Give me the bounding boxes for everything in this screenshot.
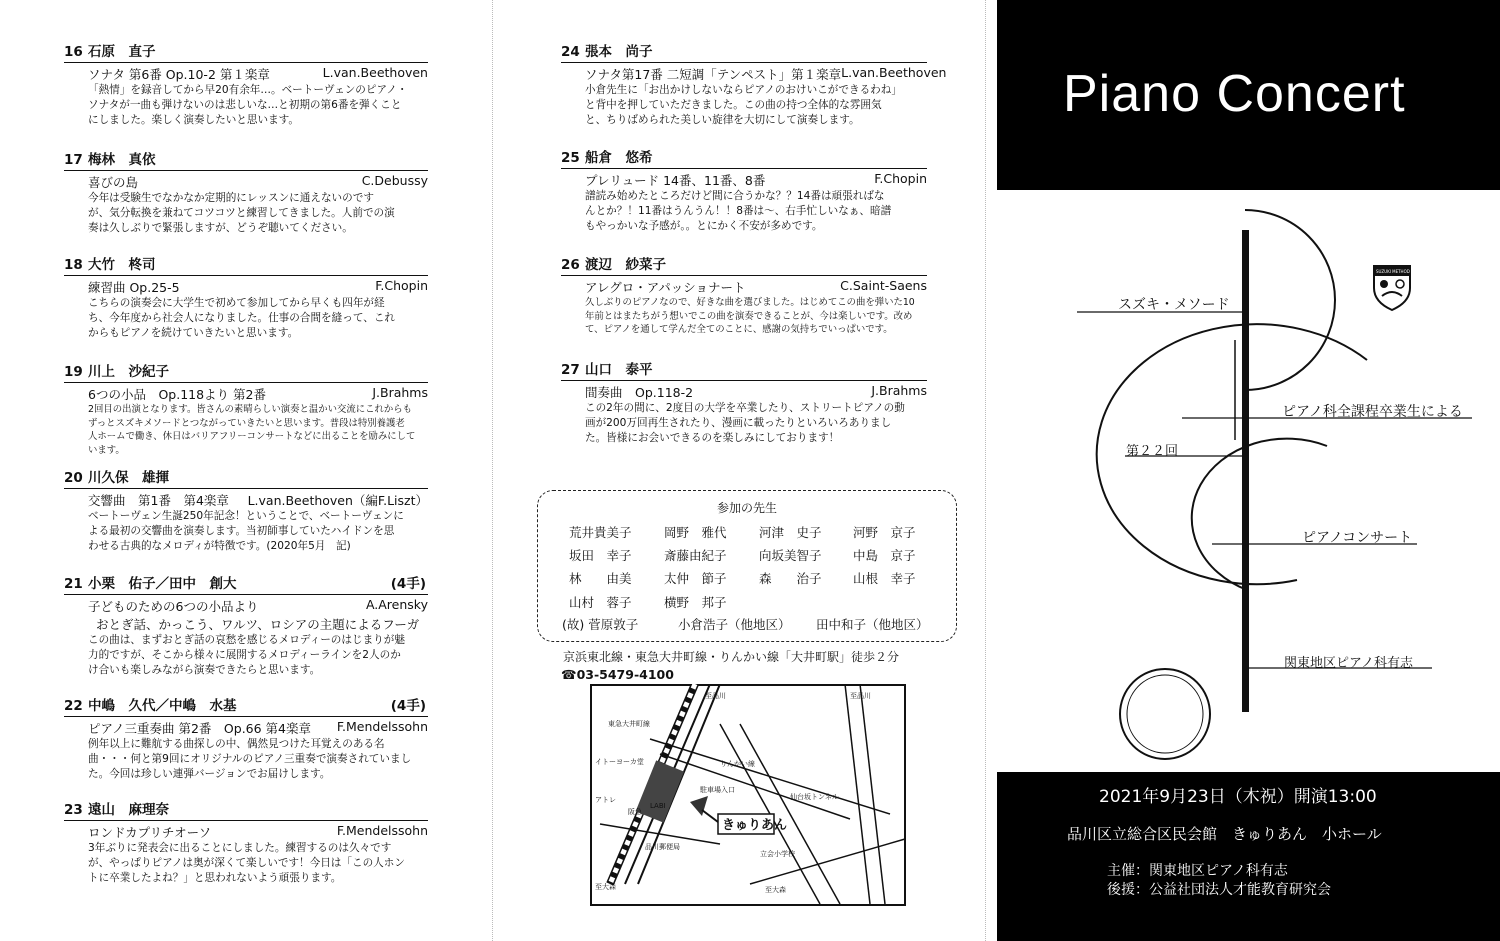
comment-line: 曲・・・何と第9回にオリジナルのピアノ三重奏で演奏されていまし (88, 753, 412, 765)
piece-title: 喜びの島 (88, 175, 139, 190)
performer-entry-21 (64, 572, 428, 678)
performer-entry-23 (64, 798, 428, 886)
edition-label: 第２２回 (1126, 444, 1179, 459)
clef-graphic (997, 190, 1500, 772)
svg-text:品川郵便局: 品川郵便局 (645, 843, 680, 851)
teacher-name: 斎藤由紀子 (664, 548, 727, 563)
piece-title: 練習曲 Op.25-5 (88, 280, 180, 295)
composer: A.Arensky (365, 597, 428, 612)
performer-name: 遠山 麻理奈 (88, 802, 169, 818)
comment-line: 2回目の出演となります。皆さんの素晴らしい演奏と温かい交流にこれからも (88, 404, 412, 415)
piece-row (88, 276, 428, 296)
teacher-name: 山村 蓉子 (569, 595, 632, 610)
teacher-name: 太仲 節子 (664, 571, 727, 586)
comment-line: わせる古典的なメロディが特徴です。(2020年5月 記) (88, 540, 351, 552)
composer: F.Chopin (874, 171, 927, 186)
access-info: 京浜東北線・東急大井町線・りんかい線「大井町駅」徒歩２分 (563, 650, 900, 664)
performer-number: 24 (561, 44, 580, 60)
performer-name: 川久保 雄揮 (88, 470, 169, 486)
performer-number: 19 (64, 364, 83, 380)
performer-name: 小栗 佑子／田中 創大 (88, 576, 237, 592)
composer: L.van.Beethoven（編F.Liszt） (247, 493, 428, 508)
piece-row (585, 276, 927, 296)
access-map (590, 684, 906, 906)
four-hands-tag: (4手) (390, 698, 426, 714)
event-venue: 品川区立総合区民会館 きゅりあん 小ホール (1067, 825, 1382, 843)
teacher-name: 林 由美 (569, 571, 632, 586)
title-band (997, 0, 1500, 190)
comment-line: この2年の間に、2度目の大学を卒業したり、ストリートピアノの動 (585, 402, 905, 414)
teacher-name: 森 治子 (759, 571, 822, 586)
svg-text:至品川: 至品川 (850, 692, 871, 700)
suzuki-method-label: スズキ・メソード (1118, 297, 1230, 313)
composer: J.Brahms (871, 383, 927, 398)
performer-heading (64, 798, 428, 821)
teacher-name: 山根 幸子 (853, 571, 916, 586)
svg-text:立会小学校: 立会小学校 (760, 850, 795, 858)
comment-line: ソナタが一曲も弾けないのは悲しいな…と初期の第6番を弾くこと (88, 99, 402, 111)
concert-label: ピアノコンサート (1302, 530, 1413, 546)
svg-text:至大森: 至大森 (765, 886, 786, 894)
performer-heading (64, 694, 428, 717)
comment-line: て、ピアノを通して学んだ全てのことに、感謝の気持ちでいっぱいです。 (585, 324, 893, 335)
comment-line: トに卒業したよね？」と思われないよう頑張ります。 (88, 872, 342, 884)
comment-line: 例年以上に難航する曲探しの中、偶然見つけた耳覚えのある名 (88, 738, 385, 750)
performer-number: 23 (64, 802, 83, 818)
comment-line: が、やっぱりピアノは奥が深くて楽しいです！今日は「この人ホン (88, 857, 405, 869)
comment-line: 久しぶりのピアノなので、好きな曲を選びました。はじめてこの曲を弾いた10 (585, 297, 915, 308)
comment-line: 人ホームで働き、休日はバリアフリーコンサートなどに出ることを励みにして (88, 431, 416, 442)
composer: C.Saint-Saens (840, 278, 927, 293)
performer-heading (64, 148, 428, 171)
performer-entry-22 (64, 694, 428, 782)
performer-name: 石原 直子 (88, 44, 156, 60)
piece-row (88, 595, 428, 615)
comment-line: 「熱情」を録音してから早20有余年…。ベートーヴェンのピアノ・ (88, 84, 408, 96)
performer-heading (64, 360, 428, 383)
comment-line: ずっとスズキメソードとつながっていきたいと思います。普段は特別養護老 (88, 417, 405, 429)
piece-row (585, 63, 947, 83)
performer-name: 大竹 柊司 (88, 257, 156, 273)
teachers-title: 参加の先生 (716, 501, 777, 515)
piece-title: ソナタ第17番 二短調「テンペスト」第１楽章 (585, 67, 842, 82)
performer-entry-17 (64, 148, 428, 236)
performer-heading (561, 146, 927, 169)
comment-line: 奏は久しぶりで緊張しますが、どうぞ聴いてください。 (88, 222, 353, 234)
comment-line: が、気分転換を兼ねてコツコツと練習してきました。人前での演 (88, 207, 395, 219)
performer-name: 船倉 悠希 (585, 150, 653, 166)
svg-text:LABI: LABI (650, 802, 666, 810)
svg-text:アトレ: アトレ (595, 796, 616, 804)
comment-line: こちらの演奏会に大学生で初めて参加してから早くも四年が経 (88, 297, 385, 309)
piece-row (88, 717, 428, 737)
performer-name: 川上 沙紀子 (88, 364, 169, 380)
teacher-name: 向坂美智子 (759, 548, 822, 563)
comment-line: この曲は、まずおとぎ話の哀愁を感じるメロディーのはじまりが魅 (88, 634, 405, 646)
piece-title: ロンドカプリチオーソ (88, 825, 212, 840)
teacher-name: 横野 邦子 (664, 595, 727, 610)
piece-row (88, 63, 428, 83)
teacher-name-note: 小倉浩子（他地区） (678, 617, 791, 632)
svg-text:仙台坂トンネル: 仙台坂トンネル (790, 793, 839, 801)
composer: L.van.Beethoven (322, 65, 428, 80)
performer-entry-24 (561, 40, 947, 128)
comment-line: 今年は受験生でなかなか定期的にレッスンに通えないのです (88, 192, 374, 204)
piece-row (88, 171, 428, 191)
comment-line: からもピアノを続けていきたいと思います。 (88, 327, 299, 339)
comment-line: います。 (88, 444, 125, 456)
performer-entry-20 (64, 466, 428, 554)
composer: C.Debussy (361, 173, 428, 188)
comment-line: 譜読み始めたところだけど間に合うかな？？14番は頑張ればな (585, 190, 885, 202)
logo-text: SUZUKI METHOD (1376, 269, 1410, 274)
four-hands-tag: (4手) (390, 576, 426, 592)
event-info-band (997, 772, 1500, 941)
svg-text:至大森: 至大森 (595, 883, 616, 891)
composer: L.van.Beethoven (841, 65, 947, 80)
performer-heading (561, 253, 927, 276)
performer-number: 20 (64, 470, 83, 486)
comment-line: け合いも楽しみながら演奏できたらと思います。 (88, 664, 321, 676)
piece-title: 子どものための6つの小品より (88, 599, 259, 614)
composer: F.Mendelssohn (336, 719, 428, 734)
piece-row (88, 489, 428, 509)
performer-entry-16 (64, 40, 428, 128)
performer-heading (64, 40, 428, 63)
piece-title: プレリュード 14番、11番、8番 (585, 173, 766, 188)
performer-name: 中嶋 久代／中嶋 水基 (88, 698, 237, 714)
svg-text:阪急: 阪急 (628, 808, 642, 816)
performer-name: 梅林 真依 (88, 152, 156, 168)
organizer-region-label: 関東地区ピアノ科有志 (1284, 656, 1413, 671)
performer-entry-27 (561, 358, 927, 446)
composer: F.Mendelssohn (336, 823, 428, 838)
teacher-name: 河津 史子 (759, 525, 822, 540)
teacher-name: 岡野 雅代 (664, 525, 727, 540)
comment-line: た。皆様にお会いできるのを楽しみにしております！ (585, 432, 840, 444)
performer-number: 21 (64, 576, 83, 592)
comment-line: 画が200万回再生されたり、漫画に載ったりといろいろありまし (585, 417, 892, 429)
performer-heading (64, 466, 428, 489)
fold-line-left (492, 0, 493, 941)
comment-line: と背中を押していただきました。この曲の持つ全体的な雰囲気 (585, 99, 882, 111)
venue-name: きゅりあん (722, 818, 788, 833)
comment-line: 年前とはまたちがう想いでこの曲を演奏できることが、今は楽しいです。改め (585, 310, 913, 322)
comment-line: もやっかいな予感が。。とにかく不安が多めです。 (585, 220, 823, 232)
teacher-name: 坂田 幸子 (569, 548, 632, 563)
performer-entry-19 (64, 360, 428, 457)
performer-number: 18 (64, 257, 83, 273)
piece-title: ソナタ 第6番 Op.10-2 第１楽章 (88, 67, 270, 82)
comment-line: 小倉先生に「お出かけしないならピアノのおけいこができるわね」 (585, 84, 902, 96)
teacher-name: 中島 京子 (853, 548, 916, 563)
comment-line: にしました。楽しく演奏したいと思います。 (88, 114, 300, 126)
performer-heading (64, 253, 428, 276)
event-date: 2021年9月23日（木祝）開演13:00 (1099, 787, 1377, 807)
performer-number: 16 (64, 44, 83, 60)
phone-number: ☎03-5479-4100 (561, 667, 674, 682)
performer-entry-25 (561, 146, 927, 234)
concert-title: Piano Concert (1063, 65, 1406, 123)
performer-name: 張本 尚子 (585, 44, 653, 60)
comment-line: ち、今年度から社会人になりました。仕事の合間を縫って、これ (88, 312, 396, 324)
performer-number: 25 (561, 150, 580, 166)
comment-line: 力的ですが、そこから様々に展開するメロディーラインを2人のか (88, 649, 401, 661)
comment-line: んとか？！11番はうんうん！！8番は～、右手忙しいなぁ、暗譜 (585, 205, 892, 217)
piece-title: アレグロ・アパッショナート (585, 280, 746, 295)
event-host: 主催：関東地区ピアノ科有志 (1107, 863, 1288, 879)
performer-entry-18 (64, 253, 428, 341)
piece-title: 6つの小品 Op.118より 第2番 (88, 387, 266, 402)
performer-heading (561, 358, 927, 381)
performer-number: 27 (561, 362, 580, 378)
teachers-box (537, 490, 957, 642)
performer-number: 17 (64, 152, 83, 168)
comment-line: た。今回は珍しい連弾バージョンでお届けします。 (88, 768, 331, 780)
comment-line: よる最初の交響曲を演奏します。当初師事していたハイドンを思 (88, 525, 395, 537)
performer-name: 渡辺 紗菜子 (585, 257, 666, 273)
piece-row (88, 383, 428, 403)
piece-row (585, 381, 927, 401)
piece-title: ピアノ三重奏曲 第2番 Op.66 第4楽章 (88, 721, 312, 736)
svg-text:駐車場入口: 駐車場入口 (700, 786, 735, 794)
teacher-name: 河野 京子 (853, 525, 916, 540)
piece-subtitle: おとぎ話、かっこう、ワルツ、ロシアの主題によるフーガ (96, 617, 420, 632)
performer-entry-26 (561, 253, 927, 337)
performer-heading (64, 572, 428, 595)
svg-text:東急大井町線: 東急大井町線 (608, 720, 650, 728)
svg-text:イトーヨーカ堂: イトーヨーカ堂 (595, 758, 644, 766)
piece-title: 交響曲 第1番 第4楽章 (88, 493, 229, 508)
performer-number: 26 (561, 257, 580, 273)
teacher-name-note: (故) 菅原敦子 (562, 617, 639, 632)
graduates-label: ピアノ科全課程卒業生による (1282, 404, 1463, 420)
piece-title: 間奏曲 Op.118-2 (585, 385, 694, 400)
comment-line: と、ちりばめられた美しい旋律を大切にして演奏します。 (585, 114, 860, 126)
composer: J.Brahms (372, 385, 428, 400)
comment-line: ベートーヴェン生誕250年記念！ということで、ベートーヴェンに (88, 510, 404, 522)
comment-line: 3年ぶりに発表会に出ることにしました。練習するのは久々です (88, 842, 392, 854)
performer-name: 山口 泰平 (585, 362, 653, 378)
event-support: 後援：公益社団法人才能教育研究会 (1107, 882, 1331, 898)
teacher-name-note: 田中和子（他地区） (816, 617, 929, 632)
piece-row (585, 169, 927, 189)
teacher-name: 荒井貴美子 (569, 525, 632, 540)
performer-heading (561, 40, 927, 63)
piece-row (88, 821, 428, 841)
svg-text:至品川: 至品川 (705, 692, 726, 700)
fold-line-right (985, 0, 986, 941)
composer: F.Chopin (375, 278, 428, 293)
performer-number: 22 (64, 698, 83, 714)
svg-text:りんかい線: りんかい線 (720, 760, 755, 768)
